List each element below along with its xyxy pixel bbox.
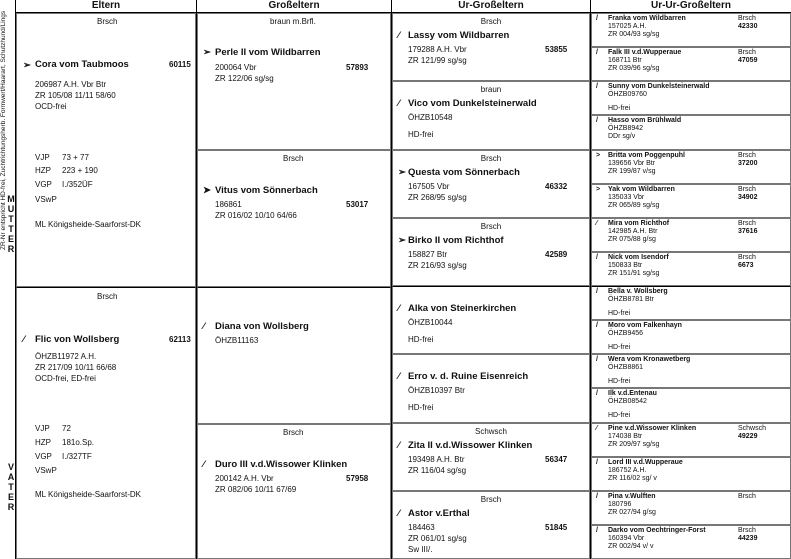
- great-great-grandparent-card[interactable]: [591, 184, 791, 218]
- mother-vjp-label: VJP: [35, 153, 50, 162]
- grandparent-line1: 200142 A.H. Vbr: [215, 474, 274, 483]
- mother-hzp-label: HZP: [35, 166, 51, 175]
- great-grandparent-name: Questa vom Sönnerbach: [408, 166, 520, 178]
- great-great-grandparent-line1: 180796: [608, 500, 632, 508]
- great-great-grandparent-number: 37200: [738, 159, 758, 167]
- great-great-grandparent-card[interactable]: [591, 13, 791, 47]
- slash-icon: /: [596, 288, 598, 295]
- arrow-icon: ➢: [203, 47, 211, 58]
- grandparent-line2: ZR 016/02 10/10 64/66: [215, 211, 297, 220]
- great-great-grandparent-line1: 142985 A.H. Btr: [608, 227, 658, 235]
- great-great-grandparent-card[interactable]: [591, 286, 791, 320]
- great-great-grandparent-line1: 168711 Btr: [608, 57, 642, 65]
- great-great-grandparent-number: 6673: [738, 261, 754, 269]
- mother-vswp-label: VSwP: [35, 195, 57, 204]
- grandparent-color: braun m.Brfl.: [270, 17, 316, 26]
- father-vjp-label: VJP: [35, 424, 50, 433]
- arrow-icon: >: [596, 185, 601, 193]
- great-great-grandparent-card[interactable]: [591, 457, 791, 491]
- slash-icon: /: [596, 492, 598, 500]
- vater-letter: V: [7, 462, 14, 472]
- mother-card[interactable]: [16, 13, 196, 287]
- great-great-grandparent-number: 44239: [738, 534, 758, 542]
- great-great-grandparent-number: 49229: [738, 432, 758, 440]
- great-great-grandparent-line3: HD-frei: [608, 310, 631, 317]
- great-great-grandparent-line3: HD-frei: [608, 412, 631, 420]
- great-great-grandparent-name: Ilk v.d.Entenau: [608, 390, 657, 398]
- arrow-icon: ➢: [23, 60, 31, 71]
- header-urgrosseltern: Ur-Großeltern: [392, 0, 590, 13]
- great-grandparent-number: 51845: [545, 522, 568, 532]
- arrow-icon: ➢: [398, 166, 406, 178]
- grandparent-name: Vitus vom Sönnerbach: [215, 185, 318, 196]
- great-great-grandparent-color: Brsch: [738, 185, 756, 193]
- father-line3: OCD-frei, ED-frei: [35, 374, 96, 383]
- great-great-grandparent-color: Schwsch: [738, 424, 767, 432]
- slash-icon: /: [596, 526, 598, 534]
- mutter-letter: T: [8, 214, 14, 224]
- great-great-grandparent-name: Lord III v.d.Wupperaue: [608, 458, 683, 466]
- great-grandparent-name: Zita II v.d.Wissower Klinken: [408, 439, 533, 451]
- great-great-grandparent-line2: ZR 116/02 sg/ v: [608, 474, 657, 482]
- great-grandparent-card[interactable]: [392, 81, 590, 149]
- great-grandparent-number: 42589: [545, 249, 568, 259]
- father-name: Flic von Wollsberg: [35, 334, 120, 345]
- great-great-grandparent-card[interactable]: [591, 47, 791, 81]
- great-great-grandparent-name: Mira vom Richthof: [608, 219, 670, 227]
- great-grandparent-color: Brsch: [480, 494, 502, 504]
- great-grandparent-line2: ZR 216/93 sg/sg: [408, 260, 467, 270]
- mother-hzp-value: 223 + 190: [62, 166, 98, 175]
- great-grandparent-line1: 179288 A.H. Vbr: [408, 45, 467, 54]
- great-great-grandparent-line1: 139656 Vbr Btr: [608, 159, 656, 167]
- great-great-grandparent-color: Brsch: [738, 151, 756, 159]
- great-great-grandparent-card[interactable]: [591, 150, 791, 184]
- arrow-icon: ➤: [203, 185, 211, 196]
- mother-color: Brsch: [97, 17, 118, 26]
- mother-ml: ML Königsheide-Saarforst-DK: [35, 220, 141, 229]
- great-great-grandparent-color: Brsch: [738, 492, 756, 500]
- great-great-grandparent-line1: 135033 Vbr: [608, 193, 645, 201]
- great-great-grandparent-name: Moro vom Falkenhayn: [608, 322, 682, 330]
- great-great-grandparent-name: Wera vom Kronawetberg: [608, 356, 691, 364]
- great-great-grandparent-line3: HD-frei: [608, 344, 631, 352]
- slash-icon: /: [596, 356, 598, 364]
- slash-icon: ⁄: [398, 98, 400, 110]
- slash-icon: ⁄: [203, 459, 205, 470]
- great-grandparent-name: Alka von Steinerkirchen: [408, 303, 517, 314]
- mother-vjp-value: 73 + 77: [62, 153, 89, 162]
- great-grandparent-card[interactable]: [392, 218, 590, 286]
- grandparent-color: Brsch: [283, 154, 304, 163]
- great-grandparent-number: 46332: [545, 181, 568, 191]
- vater-letter: E: [7, 492, 14, 502]
- grandparent-name: Duro III v.d.Wissower Klinken: [215, 459, 348, 470]
- mutter-letter: R: [7, 244, 15, 254]
- slash-icon: /: [596, 49, 598, 57]
- great-great-grandparent-line2: ZR 199/87 v/sg: [608, 167, 656, 175]
- grandparent-line1: ÖHZB11163: [215, 336, 259, 345]
- mother-number: 60115: [169, 60, 191, 69]
- mutter-letter: U: [7, 204, 15, 214]
- great-great-grandparent-number: 34902: [738, 193, 758, 201]
- slash-icon: /: [596, 253, 598, 261]
- slash-icon: /: [596, 15, 598, 22]
- slash-icon: ⁄: [398, 371, 400, 383]
- father-line2: ZR 217/09 10/11 66/68: [35, 363, 117, 372]
- slash-icon: /: [596, 83, 598, 91]
- great-great-grandparent-line1: ÖHZB8942: [608, 125, 644, 133]
- great-grandparent-card[interactable]: [392, 150, 590, 218]
- mother-line3: OCD-frei: [35, 102, 67, 111]
- slash-icon: ⁄: [596, 424, 598, 432]
- grandparent-line1: 186861: [215, 200, 242, 209]
- slash-icon: /: [596, 117, 598, 125]
- great-great-grandparent-line3: HD-frei: [608, 105, 631, 113]
- grandparent-name: Diana von Wollsberg: [215, 321, 309, 332]
- mother-line2: ZR 105/08 11/11 58/60: [35, 91, 116, 100]
- great-grandparent-line3: HD-frei: [408, 403, 434, 413]
- great-grandparent-line1: ÖHZB10044: [408, 318, 453, 327]
- great-grandparent-line2: ZR 121/99 sg/sg: [408, 56, 467, 65]
- great-great-grandparent-name: Franka vom Wildbarren: [608, 15, 686, 22]
- great-grandparent-name: Birko II vom Richthof: [408, 234, 504, 246]
- great-great-grandparent-number: 37616: [738, 227, 758, 235]
- great-grandparent-number: 56347: [545, 454, 568, 464]
- great-great-grandparent-line1: 174038 Btr: [608, 432, 643, 440]
- mutter-letter: M: [7, 194, 15, 204]
- mother-name: Cora vom Taubmoos: [35, 59, 129, 70]
- great-grandparent-card[interactable]: [392, 423, 590, 491]
- father-hzp-label: HZP: [35, 438, 51, 447]
- grandparent-card[interactable]: [197, 13, 391, 150]
- great-grandparent-name: Lassy vom Wildbarren: [408, 30, 510, 41]
- great-great-grandparent-color: Brsch: [738, 49, 756, 57]
- grandparent-card[interactable]: [197, 287, 391, 424]
- great-great-grandparent-line2: DDr sg/v: [608, 133, 636, 141]
- great-great-grandparent-name: Darko vom Oechtringer-Forst: [608, 526, 706, 534]
- father-ml: ML Königsheide-Saarforst-DK: [35, 490, 141, 499]
- grandparent-line2: ZR 082/06 10/11 67/69: [215, 485, 297, 494]
- great-great-grandparent-name: Britta vom Poggenpuhl: [608, 151, 685, 159]
- great-great-grandparent-card[interactable]: [591, 218, 791, 252]
- slash-icon: ⁄: [398, 439, 400, 451]
- father-vgp-label: VGP: [35, 452, 52, 461]
- grandparent-line2: ZR 122/06 sg/sg: [215, 74, 274, 83]
- great-grandparent-card[interactable]: [392, 286, 590, 354]
- mutter-letter: E: [7, 234, 14, 244]
- father-card[interactable]: [16, 287, 196, 559]
- great-great-grandparent-line2: ZR 151/91 sg/sg: [608, 269, 660, 277]
- great-great-grandparent-line1: 150833 Btr: [608, 261, 643, 269]
- great-great-grandparent-line2: ZR 209/97 sg/sg: [608, 440, 660, 448]
- great-grandparent-card[interactable]: [392, 491, 590, 559]
- side-label: ZR-Nr entspricht HD-frei, Zuchtrichtungsherb. Formwert/Haarart, Schutzhund/Lings: [0, 10, 7, 250]
- slash-icon: ⁄: [596, 219, 598, 227]
- header-eltern: Eltern: [16, 0, 196, 13]
- slash-icon: /: [596, 458, 598, 466]
- mutter-letter: T: [8, 224, 14, 234]
- great-grandparent-line1: 158827 Btr: [408, 249, 448, 259]
- great-grandparent-card[interactable]: [392, 13, 590, 81]
- grandparent-card[interactable]: [197, 150, 391, 287]
- great-grandparent-line3: Sw III/.: [408, 544, 433, 554]
- grandparent-number: 53017: [346, 200, 369, 209]
- great-great-grandparent-name: Hasso vom Brühlwald: [608, 117, 682, 125]
- great-great-grandparent-line1: ÖHZB8781 Btr: [608, 296, 654, 303]
- great-grandparent-line1: ÖHZB10397 Btr: [408, 386, 465, 396]
- great-great-grandparent-line1: ÖHZB09760: [608, 91, 647, 99]
- great-great-grandparent-line2: ZR 065/89 sg/sg: [608, 201, 660, 209]
- great-grandparent-color: Schwsch: [474, 426, 507, 436]
- header-grosseltern: Großeltern: [197, 0, 391, 13]
- great-great-grandparent-name: Pina v.Wulften: [608, 492, 656, 500]
- great-great-grandparent-name: Bella v. Wollsberg: [608, 288, 668, 295]
- great-great-grandparent-color: Brsch: [738, 219, 756, 227]
- father-hzp-value: 181o.Sp.: [62, 438, 95, 447]
- great-great-grandparent-card[interactable]: [591, 115, 791, 149]
- vater-letter: R: [7, 502, 15, 512]
- great-grandparent-line1: 167505 Vbr: [408, 181, 450, 191]
- father-line1: ÖHZB11972 A.H.: [35, 352, 97, 361]
- great-great-grandparent-name: Pine v.d.Wissower Klinken: [608, 424, 697, 432]
- great-grandparent-line2: ZR 116/04 sg/sg: [408, 465, 467, 475]
- great-great-grandparent-line2: ZR 002/94 v/ v: [608, 542, 654, 550]
- great-great-grandparent-line1: ÖHZB9456: [608, 330, 644, 338]
- great-great-grandparent-card[interactable]: [591, 491, 791, 525]
- father-color: Brsch: [97, 292, 118, 301]
- great-grandparent-color: braun: [480, 85, 502, 95]
- great-great-grandparent-line3: HD-frei: [608, 378, 631, 386]
- great-great-grandparent-line2: ZR 075/88 g/sg: [608, 235, 656, 243]
- great-great-grandparent-line1: 186752 A.H.: [608, 466, 647, 474]
- great-great-grandparent-card[interactable]: [591, 354, 791, 388]
- grandparent-card[interactable]: [197, 424, 391, 559]
- great-grandparent-number: 53855: [545, 45, 568, 54]
- great-great-grandparent-line2: ZR 039/96 sg/sg: [608, 65, 660, 73]
- father-vswp-label: VSwP: [35, 466, 57, 475]
- great-great-grandparent-color: Brsch: [738, 15, 756, 22]
- great-great-grandparent-name: Sunny vom Dunkelsteinerwald: [608, 83, 710, 91]
- great-grandparent-line1: 184463: [408, 522, 435, 532]
- slash-icon: /: [596, 322, 598, 330]
- great-great-grandparent-card[interactable]: [591, 525, 791, 559]
- great-great-grandparent-name: Falk III v.d.Wupperaue: [608, 49, 682, 57]
- father-vjp-value: 72: [62, 424, 71, 433]
- vater-letter: T: [8, 482, 14, 492]
- grandparent-number: 57893: [346, 63, 369, 72]
- great-grandparent-name: Erro v. d. Ruine Eisenreich: [408, 371, 529, 383]
- great-grandparent-name: Astor v.Erthal: [408, 507, 470, 519]
- father-vgp-value: I./327TF: [62, 452, 92, 461]
- great-grandparent-color: Brsch: [480, 221, 502, 231]
- arrow-icon: ➢: [398, 234, 406, 246]
- great-great-grandparent-line1: 160394 Vbr: [608, 534, 645, 542]
- great-great-grandparent-line2: ZR 027/94 g/sg: [608, 508, 656, 516]
- slash-icon: ⁄: [203, 321, 205, 332]
- great-grandparent-color: Brsch: [480, 17, 502, 26]
- great-great-grandparent-card[interactable]: [591, 320, 791, 354]
- mother-vgp-value: I./352ÜF: [62, 180, 93, 189]
- great-great-grandparent-name: Nick vom Isendorf: [608, 253, 669, 261]
- great-grandparent-line1: 193498 A.H. Btr: [408, 454, 465, 464]
- grandparent-line1: 200064 Vbr: [215, 63, 257, 72]
- mother-vgp-label: VGP: [35, 180, 52, 189]
- header-ururgrosseltern: Ur-Ur-Großeltern: [591, 0, 791, 13]
- great-great-grandparent-number: 47059: [738, 57, 758, 65]
- great-great-grandparent-color: Brsch: [738, 253, 756, 261]
- great-grandparent-line3: HD-frei: [408, 335, 434, 344]
- father-number: 62113: [169, 335, 191, 344]
- great-great-grandparent-card[interactable]: [591, 388, 791, 422]
- great-grandparent-line3: HD-frei: [408, 130, 434, 140]
- great-great-grandparent-line2: ZR 004/93 sg/sg: [608, 31, 660, 38]
- arrow-icon: >: [596, 151, 601, 159]
- great-great-grandparent-color: Brsch: [738, 526, 756, 534]
- great-grandparent-name: Vico vom Dunkelsteinerwald: [408, 98, 537, 110]
- great-grandparent-line1: ÖHZB10548: [408, 113, 453, 123]
- great-great-grandparent-card[interactable]: [591, 252, 791, 286]
- slash-icon: /: [596, 390, 598, 398]
- grandparent-color: Brsch: [283, 428, 304, 437]
- great-great-grandparent-name: Yak vom Wildbarren: [608, 185, 675, 193]
- great-grandparent-card[interactable]: [392, 354, 590, 422]
- slash-icon: ⁄: [398, 303, 400, 314]
- great-great-grandparent-number: 42330: [738, 23, 758, 30]
- vater-letter: A: [7, 472, 15, 482]
- great-great-grandparent-card[interactable]: [591, 423, 791, 457]
- grandparent-number: 57958: [346, 474, 369, 483]
- slash-icon: ⁄: [23, 334, 25, 345]
- slash-icon: ⁄: [398, 507, 400, 519]
- grandparent-name: Perle II vom Wildbarren: [215, 47, 321, 58]
- great-grandparent-line2: ZR 268/95 sg/sg: [408, 192, 467, 202]
- great-great-grandparent-line1: ÖHZB08542: [608, 398, 647, 406]
- great-great-grandparent-line1: ÖHZB8861: [608, 364, 644, 372]
- great-great-grandparent-card[interactable]: [591, 81, 791, 115]
- great-great-grandparent-line1: 157025 A.H.: [608, 23, 647, 30]
- great-grandparent-color: Brsch: [480, 153, 502, 163]
- slash-icon: ⁄: [398, 30, 400, 41]
- mother-line1: 206987 A.H. Vbr Btr: [35, 80, 107, 89]
- great-grandparent-line2: ZR 061/01 sg/sg: [408, 533, 467, 543]
